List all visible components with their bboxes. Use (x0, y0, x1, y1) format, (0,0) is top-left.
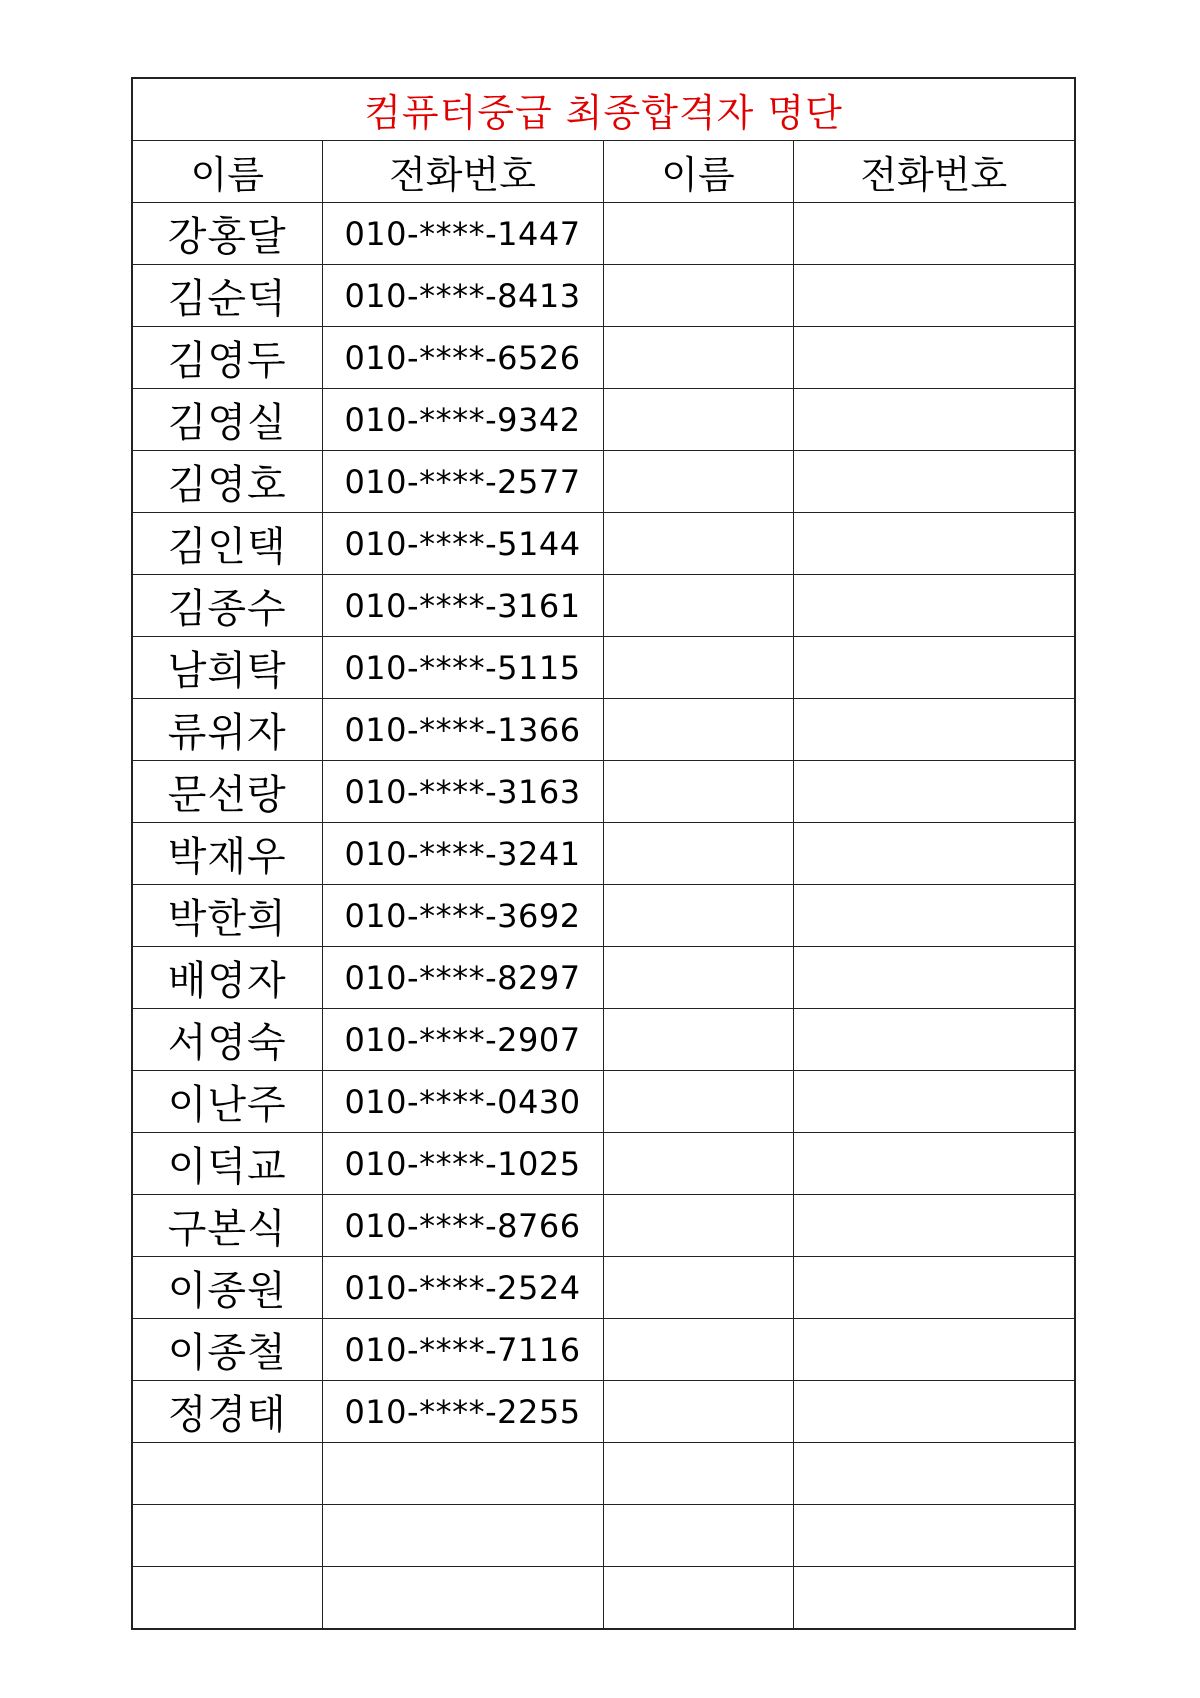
table-row (132, 1319, 1075, 1381)
table-row (132, 1195, 1075, 1257)
name-cell: 구본식 (132, 1195, 322, 1257)
name-cell: 이난주 (132, 1071, 322, 1133)
phone-cell: 010-****-1447 (322, 203, 603, 265)
name-cell-2 (603, 265, 793, 327)
name-cell: 이종철 (132, 1319, 322, 1381)
phone-cell-2 (793, 1009, 1075, 1071)
phone-cell: 010-****-3241 (322, 823, 603, 885)
phone-cell: 010-****-1025 (322, 1133, 603, 1195)
name-cell-2 (603, 1381, 793, 1443)
phone-cell-2 (793, 265, 1075, 327)
phone-cell: 010-****-5144 (322, 513, 603, 575)
phone-cell-2 (793, 699, 1075, 761)
phone-cell-2 (793, 1443, 1075, 1505)
phone-cell: 010-****-6526 (322, 327, 603, 389)
phone-cell (322, 1505, 603, 1567)
roster-sheet (131, 77, 1074, 1630)
name-cell-2 (603, 389, 793, 451)
phone-cell-2 (793, 1133, 1075, 1195)
table-row (132, 1071, 1075, 1133)
name-cell-2 (603, 451, 793, 513)
name-cell-2 (603, 1443, 793, 1505)
name-cell-2 (603, 1567, 793, 1630)
phone-cell: 010-****-8413 (322, 265, 603, 327)
table-row (132, 1505, 1075, 1567)
header-row (132, 141, 1075, 203)
table-row (132, 761, 1075, 823)
name-cell: 이덕교 (132, 1133, 322, 1195)
phone-cell-2 (793, 1071, 1075, 1133)
phone-cell-2 (793, 451, 1075, 513)
column-header-name: 이름 (132, 141, 322, 203)
name-cell-2 (603, 699, 793, 761)
name-cell: 김순덕 (132, 265, 322, 327)
page-title: 컴퓨터중급 최종합격자 명단 (132, 78, 1075, 141)
name-cell: 이종원 (132, 1257, 322, 1319)
name-cell: 박한희 (132, 885, 322, 947)
name-cell: 박재우 (132, 823, 322, 885)
name-cell-2 (603, 947, 793, 1009)
name-cell-2 (603, 203, 793, 265)
phone-cell-2 (793, 327, 1075, 389)
phone-cell-2 (793, 1319, 1075, 1381)
phone-cell: 010-****-8297 (322, 947, 603, 1009)
name-cell-2 (603, 1133, 793, 1195)
name-cell: 김영두 (132, 327, 322, 389)
name-cell-2 (603, 1505, 793, 1567)
table-row (132, 823, 1075, 885)
column-header-phone-2: 전화번호 (793, 141, 1075, 203)
name-cell-2 (603, 1009, 793, 1071)
phone-cell: 010-****-2577 (322, 451, 603, 513)
name-cell: 김영호 (132, 451, 322, 513)
name-cell: 문선랑 (132, 761, 322, 823)
name-cell: 정경태 (132, 1381, 322, 1443)
table-row (132, 265, 1075, 327)
table-row (132, 1381, 1075, 1443)
phone-cell-2 (793, 575, 1075, 637)
name-cell: 류위자 (132, 699, 322, 761)
phone-cell-2 (793, 1567, 1075, 1630)
name-cell-2 (603, 1257, 793, 1319)
table-row (132, 1567, 1075, 1630)
name-cell-2 (603, 761, 793, 823)
phone-cell-2 (793, 1257, 1075, 1319)
phone-cell-2 (793, 513, 1075, 575)
table-row (132, 699, 1075, 761)
table-row (132, 947, 1075, 1009)
phone-cell: 010-****-2524 (322, 1257, 603, 1319)
phone-cell: 010-****-8766 (322, 1195, 603, 1257)
column-header-name-2: 이름 (603, 141, 793, 203)
phone-cell-2 (793, 389, 1075, 451)
name-cell (132, 1505, 322, 1567)
phone-cell-2 (793, 823, 1075, 885)
phone-cell-2 (793, 761, 1075, 823)
phone-cell-2 (793, 637, 1075, 699)
name-cell-2 (603, 885, 793, 947)
name-cell (132, 1567, 322, 1630)
table-row (132, 885, 1075, 947)
roster-table (131, 77, 1076, 1630)
phone-cell: 010-****-7116 (322, 1319, 603, 1381)
name-cell: 김종수 (132, 575, 322, 637)
table-row (132, 1009, 1075, 1071)
name-cell: 남희탁 (132, 637, 322, 699)
phone-cell: 010-****-5115 (322, 637, 603, 699)
roster-body (132, 203, 1075, 1630)
table-row (132, 451, 1075, 513)
table-row (132, 513, 1075, 575)
phone-cell: 010-****-3161 (322, 575, 603, 637)
name-cell: 김영실 (132, 389, 322, 451)
phone-cell-2 (793, 1195, 1075, 1257)
phone-cell: 010-****-3692 (322, 885, 603, 947)
phone-cell-2 (793, 1381, 1075, 1443)
phone-cell (322, 1443, 603, 1505)
table-row (132, 389, 1075, 451)
name-cell-2 (603, 1071, 793, 1133)
table-row (132, 575, 1075, 637)
table-row (132, 1257, 1075, 1319)
phone-cell-2 (793, 947, 1075, 1009)
title-row (132, 78, 1075, 141)
table-row (132, 327, 1075, 389)
phone-cell: 010-****-0430 (322, 1071, 603, 1133)
name-cell-2 (603, 575, 793, 637)
phone-cell-2 (793, 203, 1075, 265)
name-cell: 김인택 (132, 513, 322, 575)
name-cell-2 (603, 327, 793, 389)
phone-cell: 010-****-2255 (322, 1381, 603, 1443)
phone-cell-2 (793, 885, 1075, 947)
name-cell-2 (603, 823, 793, 885)
phone-cell-2 (793, 1505, 1075, 1567)
column-header-phone: 전화번호 (322, 141, 603, 203)
name-cell-2 (603, 1319, 793, 1381)
name-cell (132, 1443, 322, 1505)
name-cell-2 (603, 1195, 793, 1257)
table-row (132, 203, 1075, 265)
name-cell-2 (603, 513, 793, 575)
name-cell: 배영자 (132, 947, 322, 1009)
phone-cell: 010-****-1366 (322, 699, 603, 761)
phone-cell (322, 1567, 603, 1630)
phone-cell: 010-****-9342 (322, 389, 603, 451)
phone-cell: 010-****-3163 (322, 761, 603, 823)
name-cell: 강홍달 (132, 203, 322, 265)
table-row (132, 1443, 1075, 1505)
name-cell-2 (603, 637, 793, 699)
phone-cell: 010-****-2907 (322, 1009, 603, 1071)
table-row (132, 1133, 1075, 1195)
table-row (132, 637, 1075, 699)
name-cell: 서영숙 (132, 1009, 322, 1071)
